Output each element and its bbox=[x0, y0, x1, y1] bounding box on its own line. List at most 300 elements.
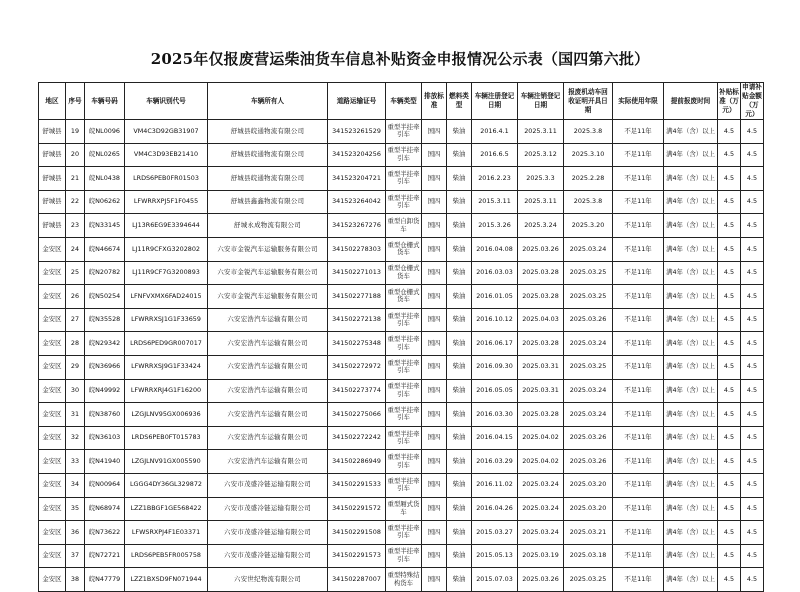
cell-permit: 341502291533 bbox=[328, 473, 386, 497]
cell-owner: 六安宏浩汽车运输有限公司 bbox=[208, 403, 328, 427]
cell-cancel-date: 2025.03.24 bbox=[518, 521, 564, 545]
cell-early-scrap: 满4年（含）以上 bbox=[664, 143, 718, 167]
cell-vin: LRDS6PEB0FT015783 bbox=[125, 426, 208, 450]
cell-cert-date: 2025.3.10 bbox=[564, 143, 613, 167]
header-fuel: 燃料类型 bbox=[447, 83, 472, 120]
table-row bbox=[39, 473, 764, 497]
cell-amount: 4.5 bbox=[741, 450, 764, 474]
cell-years: 不足11年 bbox=[613, 190, 664, 214]
cell-amount: 4.5 bbox=[741, 426, 764, 450]
table-row bbox=[39, 332, 764, 356]
header-cancel-date: 车辆注销登记日期 bbox=[518, 83, 564, 120]
cell-vehicle-type: 重型半挂牵引车 bbox=[386, 355, 422, 379]
cell-emission: 国四 bbox=[422, 355, 447, 379]
cell-amount: 4.5 bbox=[741, 568, 764, 592]
cell-early-scrap: 满4年（含）以上 bbox=[664, 473, 718, 497]
cell-reg-date: 2015.03.27 bbox=[472, 521, 518, 545]
cell-emission: 国四 bbox=[422, 497, 447, 521]
cell-cert-date: 2025.03.25 bbox=[564, 568, 613, 592]
cell-cert-date: 2025.03.25 bbox=[564, 261, 613, 285]
cell-standard: 4.5 bbox=[718, 214, 741, 238]
cell-cancel-date: 2025.3.24 bbox=[518, 214, 564, 238]
cell-years: 不足11年 bbox=[613, 450, 664, 474]
table-row bbox=[39, 237, 764, 261]
cell-fuel: 柴油 bbox=[447, 214, 472, 238]
cell-vehicle-type: 重型半挂牵引车 bbox=[386, 473, 422, 497]
cell-standard: 4.5 bbox=[718, 544, 741, 568]
cell-amount: 4.5 bbox=[741, 497, 764, 521]
cell-emission: 国四 bbox=[422, 521, 447, 545]
cell-vin: LFWRRXSJ1G1F33659 bbox=[125, 308, 208, 332]
header-vehicle-type: 车辆类型 bbox=[386, 83, 422, 120]
cell-reg-date: 2016.09.30 bbox=[472, 355, 518, 379]
cell-early-scrap: 满4年（含）以上 bbox=[664, 214, 718, 238]
header-vin: 车辆识别代号 bbox=[125, 83, 208, 120]
cell-early-scrap: 满4年（含）以上 bbox=[664, 521, 718, 545]
header-reg-date: 车辆注册登记日期 bbox=[472, 83, 518, 120]
cell-vin: LRDS6PED9GR007017 bbox=[125, 332, 208, 356]
cell-plate: 皖N46674 bbox=[85, 237, 125, 261]
cell-cancel-date: 2025.03.26 bbox=[518, 237, 564, 261]
cell-emission: 国四 bbox=[422, 214, 447, 238]
cell-vin: LRDS6PEB0FR01503 bbox=[125, 167, 208, 191]
cell-years: 不足11年 bbox=[613, 355, 664, 379]
cell-index: 31 bbox=[66, 403, 85, 427]
cell-cancel-date: 2025.04.02 bbox=[518, 450, 564, 474]
cell-vehicle-type: 重型半挂牵引车 bbox=[386, 544, 422, 568]
table-row bbox=[39, 379, 764, 403]
cell-fuel: 柴油 bbox=[447, 426, 472, 450]
cell-emission: 国四 bbox=[422, 426, 447, 450]
cell-reg-date: 2016.04.26 bbox=[472, 497, 518, 521]
cell-permit: 341502275066 bbox=[328, 403, 386, 427]
cell-reg-date: 2015.3.11 bbox=[472, 190, 518, 214]
cell-emission: 国四 bbox=[422, 190, 447, 214]
cell-region: 金安区 bbox=[39, 237, 66, 261]
cell-standard: 4.5 bbox=[718, 355, 741, 379]
table-row bbox=[39, 497, 764, 521]
cell-region: 金安区 bbox=[39, 450, 66, 474]
cell-permit: 341502291572 bbox=[328, 497, 386, 521]
cell-fuel: 柴油 bbox=[447, 473, 472, 497]
cell-plate: 皖NL0096 bbox=[85, 120, 125, 144]
cell-vehicle-type: 重型半挂牵引车 bbox=[386, 521, 422, 545]
cell-index: 25 bbox=[66, 261, 85, 285]
cell-region: 金安区 bbox=[39, 332, 66, 356]
cell-emission: 国四 bbox=[422, 379, 447, 403]
header-years: 实际使用年限 bbox=[613, 83, 664, 120]
cell-region: 金安区 bbox=[39, 261, 66, 285]
cell-amount: 4.5 bbox=[741, 308, 764, 332]
cell-fuel: 柴油 bbox=[447, 261, 472, 285]
cell-standard: 4.5 bbox=[718, 308, 741, 332]
cell-amount: 4.5 bbox=[741, 473, 764, 497]
cell-vin: LJ11R9CF7G3200893 bbox=[125, 261, 208, 285]
cell-cert-date: 2025.03.25 bbox=[564, 285, 613, 309]
cell-vin: VM4C3D92GB31907 bbox=[125, 120, 208, 144]
cell-permit: 341502272138 bbox=[328, 308, 386, 332]
cell-early-scrap: 满4年（含）以上 bbox=[664, 190, 718, 214]
cell-vehicle-type: 重型半挂牵引车 bbox=[386, 332, 422, 356]
cell-region: 舒城县 bbox=[39, 190, 66, 214]
cell-cert-date: 2025.03.24 bbox=[564, 403, 613, 427]
table-row bbox=[39, 214, 764, 238]
cell-plate: 皖N00964 bbox=[85, 473, 125, 497]
cell-permit: 341523267276 bbox=[328, 214, 386, 238]
cell-cancel-date: 2025.03.19 bbox=[518, 544, 564, 568]
cell-plate: 皖N35528 bbox=[85, 308, 125, 332]
cell-cert-date: 2025.03.21 bbox=[564, 521, 613, 545]
cell-plate: 皖N50254 bbox=[85, 285, 125, 309]
cell-vehicle-type: 重型仓栅式货车 bbox=[386, 285, 422, 309]
cell-owner: 六安宏浩汽车运输有限公司 bbox=[208, 355, 328, 379]
page-title: 2025年仅报废营运柴油货车信息补贴资金申报情况公示表（国四第六批） bbox=[150, 50, 650, 68]
cell-reg-date: 2016.03.29 bbox=[472, 450, 518, 474]
cell-standard: 4.5 bbox=[718, 379, 741, 403]
cell-years: 不足11年 bbox=[613, 261, 664, 285]
cell-owner: 六安市金锐汽车运输服务有限公司 bbox=[208, 237, 328, 261]
cell-early-scrap: 满4年（含）以上 bbox=[664, 497, 718, 521]
cell-cert-date: 2025.3.8 bbox=[564, 120, 613, 144]
subsidy-table bbox=[38, 82, 764, 592]
table-row bbox=[39, 120, 764, 144]
cell-fuel: 柴油 bbox=[447, 332, 472, 356]
cell-owner: 舒城县皖通物流有限公司 bbox=[208, 143, 328, 167]
cell-standard: 4.5 bbox=[718, 190, 741, 214]
cell-index: 37 bbox=[66, 544, 85, 568]
cell-owner: 六安宏浩汽车运输有限公司 bbox=[208, 308, 328, 332]
cell-cert-date: 2025.03.26 bbox=[564, 450, 613, 474]
cell-standard: 4.5 bbox=[718, 261, 741, 285]
cell-cancel-date: 2025.03.28 bbox=[518, 261, 564, 285]
header-early-scrap: 提前报废时间 bbox=[664, 83, 718, 120]
cell-fuel: 柴油 bbox=[447, 190, 472, 214]
cell-early-scrap: 满4年（含）以上 bbox=[664, 355, 718, 379]
cell-permit: 341502272972 bbox=[328, 355, 386, 379]
cell-region: 金安区 bbox=[39, 355, 66, 379]
table-row bbox=[39, 285, 764, 309]
cell-standard: 4.5 bbox=[718, 332, 741, 356]
cell-reg-date: 2016.06.17 bbox=[472, 332, 518, 356]
cell-region: 舒城县 bbox=[39, 143, 66, 167]
cell-years: 不足11年 bbox=[613, 285, 664, 309]
cell-reg-date: 2016.04.08 bbox=[472, 237, 518, 261]
cell-region: 舒城县 bbox=[39, 120, 66, 144]
cell-early-scrap: 满4年（含）以上 bbox=[664, 403, 718, 427]
cell-plate: 皖NL0438 bbox=[85, 167, 125, 191]
cell-emission: 国四 bbox=[422, 544, 447, 568]
cell-plate: 皖N06262 bbox=[85, 190, 125, 214]
cell-amount: 4.5 bbox=[741, 379, 764, 403]
cell-amount: 4.5 bbox=[741, 214, 764, 238]
cell-permit: 341502287007 bbox=[328, 568, 386, 592]
cell-vehicle-type: 重型仓栅式货车 bbox=[386, 237, 422, 261]
cell-fuel: 柴油 bbox=[447, 355, 472, 379]
cell-owner: 六安市茂盛冷链运输有限公司 bbox=[208, 544, 328, 568]
cell-emission: 国四 bbox=[422, 450, 447, 474]
cell-vehicle-type: 重型半挂牵引车 bbox=[386, 308, 422, 332]
cell-cancel-date: 2025.03.24 bbox=[518, 497, 564, 521]
cell-amount: 4.5 bbox=[741, 332, 764, 356]
table-row bbox=[39, 143, 764, 167]
cell-early-scrap: 满4年（含）以上 bbox=[664, 450, 718, 474]
cell-cancel-date: 2025.3.11 bbox=[518, 190, 564, 214]
cell-index: 32 bbox=[66, 426, 85, 450]
cell-reg-date: 2016.03.03 bbox=[472, 261, 518, 285]
cell-cancel-date: 2025.03.31 bbox=[518, 379, 564, 403]
cell-permit: 341502272242 bbox=[328, 426, 386, 450]
cell-early-scrap: 满4年（含）以上 bbox=[664, 237, 718, 261]
cell-index: 30 bbox=[66, 379, 85, 403]
cell-fuel: 柴油 bbox=[447, 568, 472, 592]
cell-vin: LJ13R6EG9E3394644 bbox=[125, 214, 208, 238]
cell-cert-date: 2025.3.8 bbox=[564, 190, 613, 214]
cell-amount: 4.5 bbox=[741, 120, 764, 144]
cell-owner: 舒城永成物流有限公司 bbox=[208, 214, 328, 238]
cell-fuel: 柴油 bbox=[447, 237, 472, 261]
header-emission: 排放标准 bbox=[422, 83, 447, 120]
cell-index: 27 bbox=[66, 308, 85, 332]
cell-reg-date: 2015.05.13 bbox=[472, 544, 518, 568]
cell-plate: 皖N36103 bbox=[85, 426, 125, 450]
cell-vehicle-type: 重型半挂牵引车 bbox=[386, 426, 422, 450]
cell-fuel: 柴油 bbox=[447, 120, 472, 144]
cell-cancel-date: 2025.03.31 bbox=[518, 355, 564, 379]
cell-vehicle-type: 重型仓栅式货车 bbox=[386, 261, 422, 285]
cell-cert-date: 2025.03.25 bbox=[564, 355, 613, 379]
table-row bbox=[39, 167, 764, 191]
cell-emission: 国四 bbox=[422, 308, 447, 332]
cell-years: 不足11年 bbox=[613, 568, 664, 592]
cell-plate: 皖N73622 bbox=[85, 521, 125, 545]
cell-permit: 341523204721 bbox=[328, 167, 386, 191]
cell-permit: 341502275348 bbox=[328, 332, 386, 356]
cell-years: 不足11年 bbox=[613, 403, 664, 427]
cell-cancel-date: 2025.3.3 bbox=[518, 167, 564, 191]
cell-reg-date: 2016.10.12 bbox=[472, 308, 518, 332]
cell-cert-date: 2025.03.24 bbox=[564, 379, 613, 403]
cell-owner: 六安宏浩汽车运输有限公司 bbox=[208, 450, 328, 474]
cell-index: 36 bbox=[66, 521, 85, 545]
cell-emission: 国四 bbox=[422, 332, 447, 356]
cell-owner: 舒城县皖通物流有限公司 bbox=[208, 120, 328, 144]
table-row bbox=[39, 544, 764, 568]
cell-standard: 4.5 bbox=[718, 426, 741, 450]
header-standard: 补贴标准（万元） bbox=[718, 83, 741, 120]
cell-plate: 皖N36966 bbox=[85, 355, 125, 379]
cell-vehicle-type: 重型自卸货车 bbox=[386, 214, 422, 238]
cell-vin: LFWRRXPJ5F1F0455 bbox=[125, 190, 208, 214]
cell-permit: 341523261529 bbox=[328, 120, 386, 144]
cell-amount: 4.5 bbox=[741, 285, 764, 309]
cell-emission: 国四 bbox=[422, 568, 447, 592]
cell-reg-date: 2016.01.05 bbox=[472, 285, 518, 309]
table-row bbox=[39, 355, 764, 379]
cell-fuel: 柴油 bbox=[447, 403, 472, 427]
cell-standard: 4.5 bbox=[718, 285, 741, 309]
cell-cert-date: 2025.03.20 bbox=[564, 473, 613, 497]
cell-index: 23 bbox=[66, 214, 85, 238]
cell-plate: 皖N72721 bbox=[85, 544, 125, 568]
cell-region: 金安区 bbox=[39, 426, 66, 450]
cell-early-scrap: 满4年（含）以上 bbox=[664, 167, 718, 191]
cell-fuel: 柴油 bbox=[447, 544, 472, 568]
cell-amount: 4.5 bbox=[741, 167, 764, 191]
cell-permit: 341502273774 bbox=[328, 379, 386, 403]
cell-early-scrap: 满4年（含）以上 bbox=[664, 568, 718, 592]
cell-cert-date: 2025.03.18 bbox=[564, 544, 613, 568]
cell-cert-date: 2025.03.26 bbox=[564, 426, 613, 450]
cell-amount: 4.5 bbox=[741, 190, 764, 214]
cell-amount: 4.5 bbox=[741, 261, 764, 285]
cell-standard: 4.5 bbox=[718, 473, 741, 497]
cell-index: 19 bbox=[66, 120, 85, 144]
cell-reg-date: 2016.6.5 bbox=[472, 143, 518, 167]
cell-fuel: 柴油 bbox=[447, 379, 472, 403]
cell-cert-date: 2025.03.26 bbox=[564, 308, 613, 332]
cell-years: 不足11年 bbox=[613, 308, 664, 332]
cell-vin: LZGJLNV91GX005590 bbox=[125, 450, 208, 474]
cell-years: 不足11年 bbox=[613, 237, 664, 261]
header-cert-date: 报废机动车回收证明开具日期 bbox=[564, 83, 613, 120]
cell-owner: 六安市金锐汽车运输服务有限公司 bbox=[208, 261, 328, 285]
cell-cert-date: 2025.03.20 bbox=[564, 497, 613, 521]
cell-owner: 舒城县皖通物流有限公司 bbox=[208, 167, 328, 191]
cell-cancel-date: 2025.03.24 bbox=[518, 473, 564, 497]
cell-cancel-date: 2025.03.28 bbox=[518, 403, 564, 427]
cell-permit: 341502277188 bbox=[328, 285, 386, 309]
cell-emission: 国四 bbox=[422, 120, 447, 144]
cell-fuel: 柴油 bbox=[447, 497, 472, 521]
cell-cancel-date: 2025.04.03 bbox=[518, 308, 564, 332]
cell-fuel: 柴油 bbox=[447, 285, 472, 309]
cell-owner: 六安市茂盛冷链运输有限公司 bbox=[208, 473, 328, 497]
cell-vin: LRDS6PEB5FR005758 bbox=[125, 544, 208, 568]
table-row bbox=[39, 403, 764, 427]
cell-region: 舒城县 bbox=[39, 214, 66, 238]
cell-owner: 六安市茂盛冷链运输有限公司 bbox=[208, 497, 328, 521]
cell-vin: LZZ1BXSD9FN071944 bbox=[125, 568, 208, 592]
cell-reg-date: 2015.3.26 bbox=[472, 214, 518, 238]
cell-emission: 国四 bbox=[422, 285, 447, 309]
cell-plate: 皖N47779 bbox=[85, 568, 125, 592]
cell-region: 金安区 bbox=[39, 473, 66, 497]
cell-cancel-date: 2025.03.28 bbox=[518, 285, 564, 309]
table-row bbox=[39, 568, 764, 592]
table-row bbox=[39, 261, 764, 285]
cell-emission: 国四 bbox=[422, 261, 447, 285]
cell-permit: 341523204256 bbox=[328, 143, 386, 167]
cell-reg-date: 2016.4.1 bbox=[472, 120, 518, 144]
cell-vin: LGGG4DY36GL329872 bbox=[125, 473, 208, 497]
cell-early-scrap: 满4年（含）以上 bbox=[664, 379, 718, 403]
cell-years: 不足11年 bbox=[613, 120, 664, 144]
cell-region: 金安区 bbox=[39, 497, 66, 521]
header-row bbox=[39, 83, 764, 120]
cell-amount: 4.5 bbox=[741, 521, 764, 545]
cell-permit: 341502278303 bbox=[328, 237, 386, 261]
cell-standard: 4.5 bbox=[718, 120, 741, 144]
cell-fuel: 柴油 bbox=[447, 450, 472, 474]
cell-reg-date: 2015.07.03 bbox=[472, 568, 518, 592]
cell-reg-date: 2016.11.02 bbox=[472, 473, 518, 497]
cell-years: 不足11年 bbox=[613, 521, 664, 545]
cell-emission: 国四 bbox=[422, 237, 447, 261]
table-row bbox=[39, 190, 764, 214]
cell-plate: 皖N41940 bbox=[85, 450, 125, 474]
cell-fuel: 柴油 bbox=[447, 143, 472, 167]
cell-standard: 4.5 bbox=[718, 450, 741, 474]
cell-amount: 4.5 bbox=[741, 403, 764, 427]
cell-standard: 4.5 bbox=[718, 237, 741, 261]
cell-emission: 国四 bbox=[422, 473, 447, 497]
cell-vehicle-type: 重型特殊结构货车 bbox=[386, 568, 422, 592]
cell-index: 20 bbox=[66, 143, 85, 167]
cell-index: 21 bbox=[66, 167, 85, 191]
cell-index: 34 bbox=[66, 473, 85, 497]
cell-owner: 六安宏浩汽车运输有限公司 bbox=[208, 379, 328, 403]
cell-amount: 4.5 bbox=[741, 355, 764, 379]
cell-vin: LJ11R9CFXG3202802 bbox=[125, 237, 208, 261]
cell-years: 不足11年 bbox=[613, 426, 664, 450]
cell-cancel-date: 2025.3.11 bbox=[518, 120, 564, 144]
cell-vin: LFWRRXSJ9G1F33424 bbox=[125, 355, 208, 379]
cell-plate: 皖N29342 bbox=[85, 332, 125, 356]
cell-index: 33 bbox=[66, 450, 85, 474]
cell-early-scrap: 满4年（含）以上 bbox=[664, 261, 718, 285]
cell-owner: 六安宏浩汽车运输有限公司 bbox=[208, 332, 328, 356]
cell-reg-date: 2016.04.15 bbox=[472, 426, 518, 450]
header-owner: 车辆所有人 bbox=[208, 83, 328, 120]
cell-years: 不足11年 bbox=[613, 473, 664, 497]
cell-index: 22 bbox=[66, 190, 85, 214]
cell-standard: 4.5 bbox=[718, 403, 741, 427]
cell-index: 24 bbox=[66, 237, 85, 261]
cell-plate: 皖N33145 bbox=[85, 214, 125, 238]
cell-region: 金安区 bbox=[39, 379, 66, 403]
header-permit: 道路运输证号 bbox=[328, 83, 386, 120]
cell-years: 不足11年 bbox=[613, 544, 664, 568]
cell-vin: LFWSRXPJ4F1E03371 bbox=[125, 521, 208, 545]
cell-cert-date: 2025.3.20 bbox=[564, 214, 613, 238]
cell-region: 舒城县 bbox=[39, 167, 66, 191]
cell-vehicle-type: 重型厢式货车 bbox=[386, 497, 422, 521]
cell-vehicle-type: 重型半挂牵引车 bbox=[386, 403, 422, 427]
cell-owner: 舒城县鑫鑫物流有限公司 bbox=[208, 190, 328, 214]
cell-fuel: 柴油 bbox=[447, 308, 472, 332]
cell-standard: 4.5 bbox=[718, 521, 741, 545]
cell-standard: 4.5 bbox=[718, 167, 741, 191]
cell-index: 35 bbox=[66, 497, 85, 521]
cell-fuel: 柴油 bbox=[447, 521, 472, 545]
cell-region: 金安区 bbox=[39, 285, 66, 309]
cell-index: 26 bbox=[66, 285, 85, 309]
cell-early-scrap: 满4年（含）以上 bbox=[664, 544, 718, 568]
cell-vin: VM4C3D93EB21410 bbox=[125, 143, 208, 167]
cell-cancel-date: 2025.04.02 bbox=[518, 426, 564, 450]
cell-owner: 六安市金锐汽车运输服务有限公司 bbox=[208, 285, 328, 309]
cell-early-scrap: 满4年（含）以上 bbox=[664, 285, 718, 309]
cell-vin: LZZ1BBGF1GE568422 bbox=[125, 497, 208, 521]
cell-standard: 4.5 bbox=[718, 497, 741, 521]
cell-emission: 国四 bbox=[422, 143, 447, 167]
table-row bbox=[39, 521, 764, 545]
header-index: 序号 bbox=[66, 83, 85, 120]
cell-emission: 国四 bbox=[422, 167, 447, 191]
cell-owner: 六安世纪物流有限公司 bbox=[208, 568, 328, 592]
cell-vehicle-type: 重型半挂牵引车 bbox=[386, 167, 422, 191]
cell-plate: 皖N68974 bbox=[85, 497, 125, 521]
